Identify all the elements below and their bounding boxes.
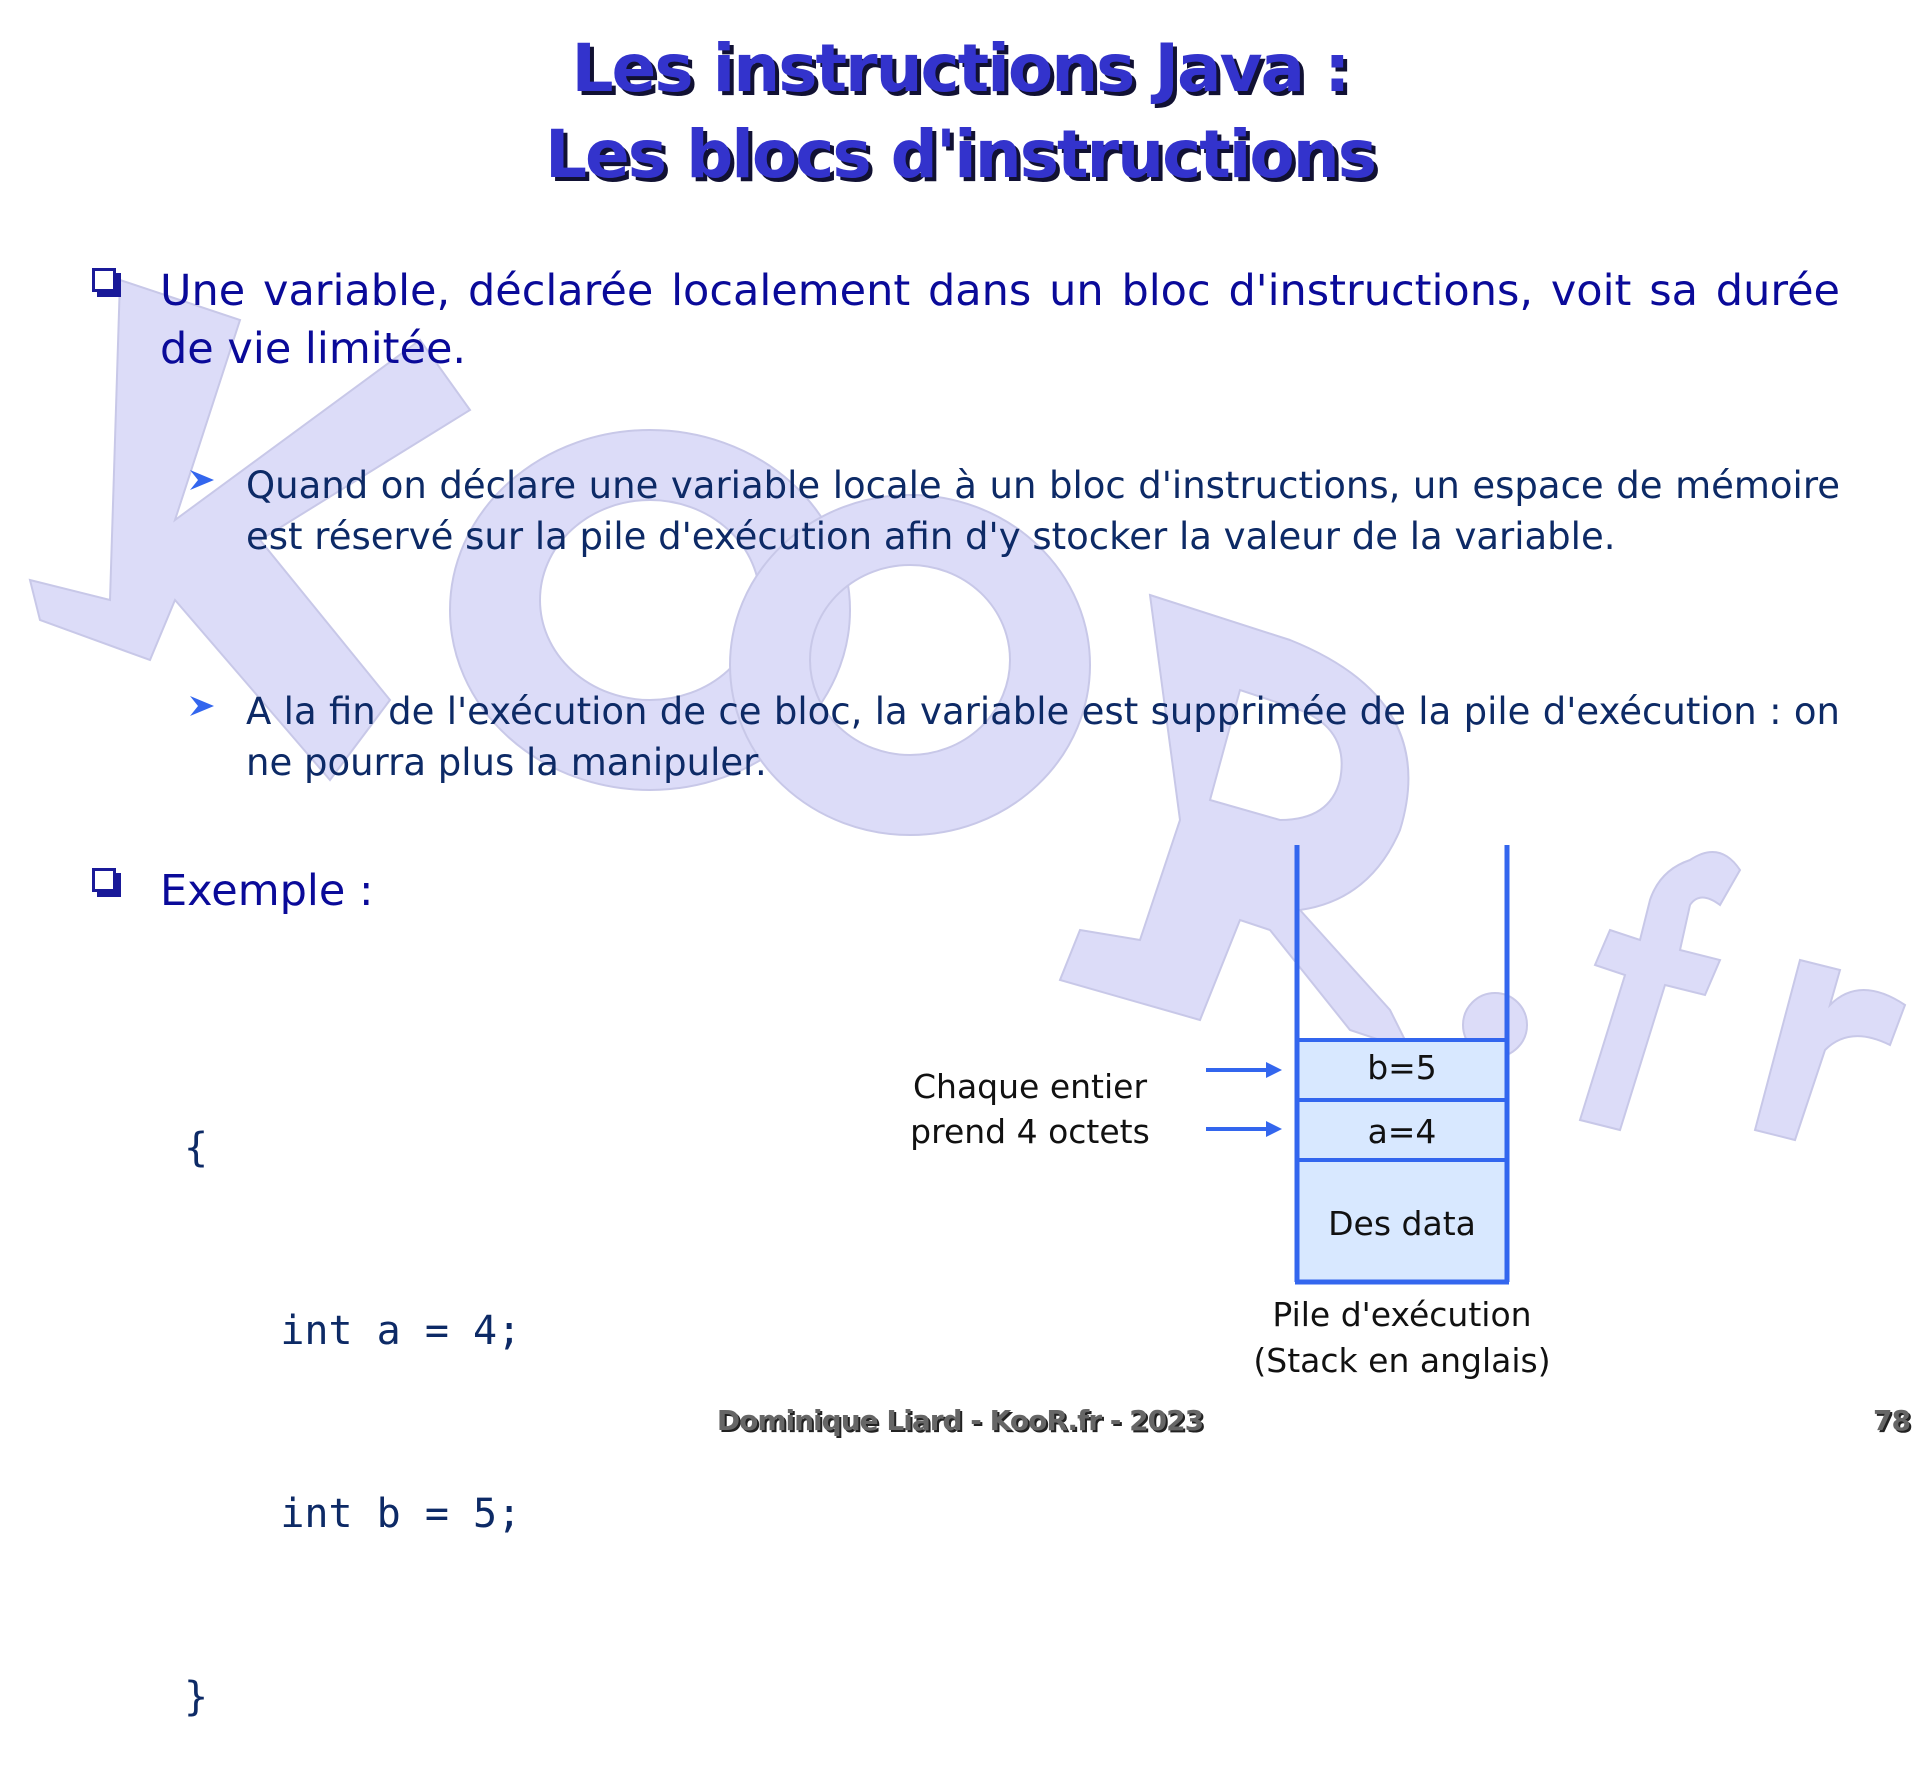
code-line: } xyxy=(184,1674,209,1720)
stack-cell-a-label: a=4 xyxy=(1367,1112,1437,1151)
annotation-line: Chaque entier xyxy=(912,1067,1148,1106)
caption-line: Pile d'exécution xyxy=(1272,1295,1532,1334)
slide-title-line2: Les blocs d'instructions xyxy=(544,116,1375,193)
code-line: int a = 4; xyxy=(184,1308,522,1354)
sub-bullet-stack-allocation: Quand on déclare une variable locale à un bloc d'instructions, un espace de mémoire est réservé sur la pile d'exécution afin d'y stocker la valeur de la variable. xyxy=(246,464,1840,558)
caption-line: (Stack en anglais) xyxy=(1253,1341,1551,1380)
code-line: int b = 5; xyxy=(184,1491,522,1537)
annotation-line: prend 4 octets xyxy=(910,1112,1150,1151)
bullet-example: Exemple : xyxy=(160,866,374,916)
slide-title-line1: Les instructions Java : xyxy=(571,30,1349,107)
code-line: { xyxy=(184,1125,209,1171)
arrow-right-icon xyxy=(1206,1062,1282,1078)
stack-cell-b-label: b=5 xyxy=(1367,1048,1437,1087)
sub-bullet-stack-removal: A la fin de l'exécution de ce bloc, la variable est supprimée de la pile d'exécution : on ne pourra plus la manipuler. xyxy=(246,690,1840,784)
arrow-right-icon xyxy=(1206,1121,1282,1137)
stack-cell-data-label: Des data xyxy=(1328,1204,1476,1243)
page-number: 78 xyxy=(1873,1404,1910,1437)
bullet-variable-lifetime: Une variable, déclarée localement dans un bloc d'instructions, voit sa durée de vie limitée. xyxy=(160,266,1840,374)
footer-credit: Dominique Liard - KooR.fr - 2023 xyxy=(716,1404,1204,1437)
stack-caption xyxy=(1212,1292,1592,1384)
stack-annotation xyxy=(880,1064,1180,1154)
